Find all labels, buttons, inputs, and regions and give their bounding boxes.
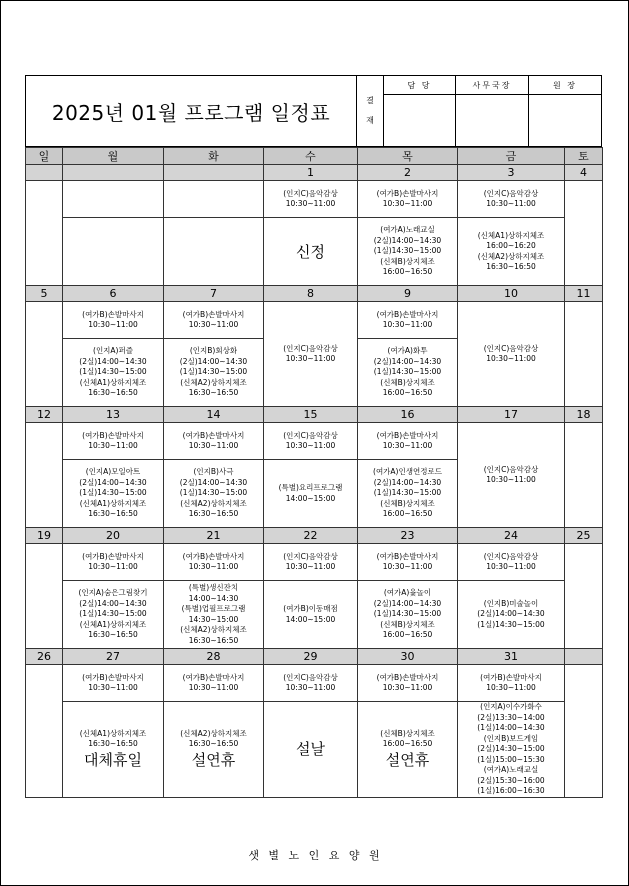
program-cell	[164, 702, 264, 798]
program-line: (인지C)음악감상	[283, 430, 338, 440]
program-cell	[358, 423, 458, 460]
date-cell: 1	[264, 165, 358, 181]
program-line: 10:30~11:00	[486, 475, 536, 484]
program-line: 10:30~11:00	[486, 562, 536, 571]
program-line: 16:00~16:50	[382, 739, 433, 749]
holiday-label: 설날	[296, 740, 325, 759]
program-line: (2실)14:30~15:00	[477, 744, 545, 753]
date-cell	[63, 165, 164, 181]
program-cell	[63, 302, 164, 339]
program-line: (2실)14:00~14:30	[79, 356, 147, 366]
program-cell	[358, 181, 458, 218]
program-cell	[164, 423, 264, 460]
approval-label	[357, 75, 384, 147]
program-cell	[164, 218, 264, 286]
approval-role-staff: 담 당	[384, 76, 455, 95]
date-cell: 13	[63, 407, 164, 423]
program-line: (인지A)숨은그림찾기	[78, 588, 148, 598]
program-line: (인지B)회상화	[189, 346, 238, 356]
program-cell	[63, 665, 164, 702]
weekend-empty-cell	[565, 423, 603, 528]
program-line: (특별)요리프로그램	[278, 483, 343, 492]
program-line: (신체B)상지체조	[380, 728, 435, 738]
program-line: (1실)14:30~15:00	[373, 609, 442, 619]
program-cell	[264, 460, 358, 528]
program-line: 10:30~11:00	[188, 683, 239, 692]
weekday-sat: 토	[565, 148, 603, 165]
date-cell: 3	[458, 165, 565, 181]
program-cell	[164, 460, 264, 528]
program-line: (1실)14:30~15:00	[373, 367, 442, 377]
program-line: (2실)14:00~14:30	[373, 356, 442, 366]
program-cell	[458, 581, 565, 649]
program-cell	[458, 702, 565, 798]
weekend-empty-cell	[26, 665, 63, 798]
program-line: 10:30~11:00	[285, 199, 336, 208]
approval-role-manager: 사무국장	[456, 76, 528, 95]
program-line: 10:30~11:00	[382, 562, 433, 571]
program-line: (1실)14:30~15:00	[179, 367, 248, 377]
program-line: (인지C)음악감상	[283, 551, 338, 561]
program-line: (2실)14:00~14:30	[79, 598, 147, 608]
header	[25, 75, 602, 147]
program-cell	[63, 339, 164, 407]
program-cell	[264, 544, 358, 581]
date-cell: 25	[565, 528, 603, 544]
program-line: (여가A)윷놀이	[383, 588, 432, 598]
program-line: (여가A)노래교실	[483, 765, 539, 774]
date-cell: 7	[164, 286, 264, 302]
program-line: 10:30~11:00	[88, 320, 138, 329]
program-cell	[164, 544, 264, 581]
program-line: (여가B)손발마사지	[182, 672, 245, 682]
date-cell: 14	[164, 407, 264, 423]
weekend-empty-cell	[565, 544, 603, 649]
holiday-label: 대체휴일	[84, 750, 142, 769]
program-line: 14:00~15:00	[285, 493, 336, 503]
holiday-label: 설연휴	[385, 750, 430, 769]
program-cell	[63, 218, 164, 286]
program-line: (신체A1)상하지체조	[477, 230, 545, 240]
program-line: 16:30~16:50	[188, 635, 239, 645]
program-cell	[358, 581, 458, 649]
program-cell	[63, 423, 164, 460]
program-line: (1실)14:00~14:30	[477, 723, 545, 732]
program-line: (신체A1)상하지체조	[79, 728, 147, 738]
program-line: (2실)14:00~14:30	[79, 477, 147, 487]
program-line: (신체A1)상하지체조	[79, 498, 147, 508]
program-line: 14:00~14:30	[188, 593, 239, 603]
program-cell	[358, 544, 458, 581]
program-line: 10:30~11:00	[486, 354, 536, 363]
program-line: (인지B)보드게임	[483, 733, 539, 743]
program-line: (2실)14:00~14:30	[373, 477, 442, 487]
program-line: (신체B)상지체조	[380, 377, 435, 387]
program-cell	[63, 702, 164, 798]
program-line: 16:00~16:20	[486, 241, 536, 250]
program-line: (여가B)이동매점	[283, 604, 338, 613]
program-line: (2실)13:30~14:00	[477, 712, 545, 722]
program-line: (여가B)손발마사지	[82, 309, 144, 319]
date-cell: 19	[26, 528, 63, 544]
program-line: (특별)생신잔치	[188, 583, 239, 592]
morning-row	[26, 423, 603, 460]
program-line: (여가B)손발마사지	[82, 551, 144, 561]
program-cell	[264, 302, 358, 407]
date-cell: 24	[458, 528, 565, 544]
date-cell: 17	[458, 407, 565, 423]
page-title: 2025년 01월 프로그램 일정표	[25, 75, 357, 147]
program-cell	[264, 423, 358, 460]
footer-institution: 샛 별 노 인 요 양 원	[248, 849, 383, 862]
program-line: (여가B)손발마사지	[376, 309, 439, 319]
program-cell	[164, 339, 264, 407]
program-line: 16:00~16:50	[382, 509, 433, 519]
program-line: 10:30~11:00	[382, 683, 433, 692]
program-line: 10:30~11:00	[285, 683, 336, 692]
program-line: 16:30~16:50	[188, 388, 239, 398]
date-cell: 10	[458, 286, 565, 302]
weekday-mon: 월	[63, 148, 164, 165]
date-cell: 6	[63, 286, 164, 302]
program-line: (2실)14:00~14:30	[477, 609, 545, 619]
program-line: 10:30~11:00	[486, 199, 536, 208]
program-line: (여가B)손발마사지	[376, 672, 439, 682]
program-cell	[458, 181, 565, 218]
program-line: (1실)14:30~15:00	[79, 488, 147, 498]
program-cell	[358, 302, 458, 339]
program-line: (신체A1)상하지체조	[79, 377, 147, 387]
program-cell	[358, 460, 458, 528]
program-line: 16:00~16:50	[382, 630, 433, 640]
program-line: (1실)14:30~15:00	[373, 246, 442, 256]
program-cell	[264, 581, 358, 649]
weekend-empty-cell	[26, 423, 63, 528]
program-cell	[458, 302, 565, 407]
program-line: 10:30~11:00	[188, 320, 239, 329]
program-line: 16:30~16:50	[188, 509, 239, 519]
program-cell	[458, 544, 565, 581]
morning-row	[26, 544, 603, 581]
holiday-label: 신정	[296, 242, 325, 261]
program-line: (신체A2)상하지체조	[477, 251, 545, 261]
program-cell	[164, 665, 264, 702]
program-line: (여가B)손발마사지	[376, 188, 439, 198]
program-line: (신체A1)상하지체조	[79, 619, 147, 629]
program-line: (신체B)상지체조	[380, 619, 435, 629]
program-line: (인지A)퍼즐	[93, 346, 133, 356]
afternoon-row	[26, 581, 603, 649]
program-cell	[458, 423, 565, 528]
program-line: (여가B)손발마사지	[82, 672, 144, 682]
date-cell	[26, 165, 63, 181]
weekday-sun: 일	[26, 148, 63, 165]
program-line: (인지C)음악감상	[483, 551, 539, 561]
program-line: 10:30~11:00	[285, 441, 336, 450]
program-line: (특별)업필프로그램	[181, 604, 246, 613]
date-cell: 30	[358, 649, 458, 665]
program-line: (인지C)음악감상	[283, 343, 338, 353]
program-line: 16:30~16:50	[88, 388, 138, 398]
program-cell	[63, 544, 164, 581]
program-cell	[264, 218, 358, 286]
program-line: (1실)15:00~15:30	[477, 754, 545, 764]
program-cell	[358, 218, 458, 286]
program-line: (신체A2)상하지체조	[180, 728, 247, 738]
weekday-header	[26, 148, 603, 165]
date-cell: 4	[565, 165, 603, 181]
date-cell: 11	[565, 286, 603, 302]
program-line: (인지C)음악감상	[283, 672, 338, 682]
approval-label-top: 결	[366, 96, 374, 105]
program-line: 16:30~16:50	[88, 630, 138, 640]
date-cell: 5	[26, 286, 63, 302]
weekday-fri: 금	[458, 148, 565, 165]
program-line: 16:00~16:50	[382, 267, 433, 277]
program-cell	[458, 218, 565, 286]
afternoon-row	[26, 702, 603, 798]
program-line: (인지B)미술놀이	[483, 598, 539, 608]
program-line: (여가B)손발마사지	[182, 430, 245, 440]
date-cell: 28	[164, 649, 264, 665]
program-cell	[63, 581, 164, 649]
program-line: (2실)15:30~16:00	[477, 775, 545, 785]
date-cell: 29	[264, 649, 358, 665]
week-dates-row	[26, 165, 603, 181]
program-cell	[264, 665, 358, 702]
date-cell	[565, 649, 603, 665]
program-cell	[264, 181, 358, 218]
weekday-tue: 화	[164, 148, 264, 165]
program-line: (1실)14:30~15:00	[477, 619, 545, 629]
program-cell	[63, 460, 164, 528]
program-line: (1실)14:30~15:00	[79, 367, 147, 377]
date-cell	[164, 165, 264, 181]
date-cell: 18	[565, 407, 603, 423]
program-line: (신체B)상지체조	[380, 256, 435, 266]
approval-box-staff	[384, 75, 456, 147]
program-line: (2실)14:00~14:30	[373, 235, 442, 245]
weekday-wed: 수	[264, 148, 358, 165]
calendar-table	[25, 147, 603, 798]
approval-box-manager	[456, 75, 529, 147]
program-line: (1실)14:30~15:00	[179, 488, 248, 498]
program-cell	[63, 181, 164, 218]
program-line: (2실)14:00~14:30	[179, 356, 248, 366]
week-dates-row	[26, 286, 603, 302]
weekend-empty-cell	[565, 181, 603, 286]
program-line: (여가A)화투	[387, 346, 428, 356]
program-line: 16:30~16:50	[486, 262, 536, 271]
program-line: (신체A2)상하지체조	[180, 377, 247, 387]
program-line: 10:30~11:00	[486, 683, 536, 692]
program-line: (1실)14:30~15:00	[373, 488, 442, 498]
program-line: (여가B)손발마사지	[376, 430, 439, 440]
date-cell: 21	[164, 528, 264, 544]
date-cell: 15	[264, 407, 358, 423]
program-cell	[164, 302, 264, 339]
program-line: (신체A2)상하지체조	[180, 625, 247, 634]
morning-row	[26, 665, 603, 702]
program-line: 10:30~11:00	[382, 320, 433, 329]
week-dates-row	[26, 407, 603, 423]
morning-row	[26, 302, 603, 339]
program-line: 16:30~16:50	[88, 509, 138, 519]
weekend-empty-cell	[565, 665, 603, 798]
program-line: (인지A)이수가화수	[480, 702, 542, 711]
program-line: (인지B)사극	[193, 467, 234, 477]
weekend-empty-cell	[565, 302, 603, 407]
program-line: (여가B)손발마사지	[182, 309, 245, 319]
program-line: (2실)14:00~14:30	[179, 477, 248, 487]
program-cell	[164, 581, 264, 649]
program-line: 10:30~11:00	[285, 562, 336, 571]
afternoon-row	[26, 218, 603, 286]
program-line: (1실)16:00~16:30	[477, 786, 545, 795]
date-cell: 9	[358, 286, 458, 302]
program-line: (2실)14:00~14:30	[373, 598, 442, 608]
program-line: (여가B)손발마사지	[182, 551, 245, 561]
program-cell	[358, 702, 458, 798]
program-line: (여가B)손발마사지	[480, 672, 542, 682]
program-line: 10:30~11:00	[188, 562, 239, 571]
approval-label-bottom: 재	[366, 116, 374, 125]
date-cell: 23	[358, 528, 458, 544]
program-line: (인지C)음악감상	[483, 188, 539, 198]
date-cell: 2	[358, 165, 458, 181]
weekend-empty-cell	[26, 181, 63, 286]
holiday-label: 설연휴	[191, 750, 236, 769]
approval-role-director: 원 장	[529, 76, 601, 95]
approval-box-director	[529, 75, 602, 147]
date-cell: 26	[26, 649, 63, 665]
weekend-empty-cell	[26, 302, 63, 407]
date-cell: 8	[264, 286, 358, 302]
week-dates-row	[26, 649, 603, 665]
program-line: (여가B)손발마사지	[82, 430, 144, 440]
program-line: 10:30~11:00	[382, 199, 433, 208]
week-dates-row	[26, 528, 603, 544]
date-cell: 16	[358, 407, 458, 423]
program-line: 10:30~11:00	[88, 441, 138, 450]
program-line: (인지C)음악감상	[283, 188, 338, 198]
program-line: 10:30~11:00	[285, 354, 336, 363]
program-line: 16:30~16:50	[188, 739, 239, 749]
program-cell	[358, 339, 458, 407]
date-cell: 27	[63, 649, 164, 665]
program-line: (인지C)음악감상	[483, 464, 539, 474]
date-cell: 31	[458, 649, 565, 665]
program-line: 14:30~15:00	[188, 614, 239, 624]
program-line: 10:30~11:00	[88, 562, 138, 571]
program-line: (인지C)음악감상	[483, 343, 539, 353]
program-line: (인지A)모일아트	[85, 467, 141, 477]
program-line: 16:30~16:50	[88, 739, 138, 749]
date-cell: 20	[63, 528, 164, 544]
date-cell: 22	[264, 528, 358, 544]
program-line: 10:30~11:00	[382, 441, 433, 450]
program-line: (신체A2)상하지체조	[180, 498, 247, 508]
program-line: (여가A)노래교실	[380, 225, 435, 235]
weekday-thu: 목	[358, 148, 458, 165]
program-line: 16:00~16:50	[382, 388, 433, 398]
program-cell	[358, 665, 458, 702]
date-cell: 12	[26, 407, 63, 423]
program-line: 10:30~11:00	[88, 683, 138, 692]
morning-row	[26, 181, 603, 218]
weekend-empty-cell	[26, 544, 63, 649]
program-line: (여가A)인생연정로드	[373, 467, 442, 477]
program-line: (신체B)상지체조	[380, 498, 435, 508]
program-cell	[458, 665, 565, 702]
program-line: 14:00~15:00	[285, 614, 336, 624]
program-cell	[264, 702, 358, 798]
program-line: 10:30~11:00	[188, 441, 239, 450]
program-line: (여가B)손발마사지	[376, 551, 439, 561]
program-line: (1실)14:30~15:00	[79, 609, 147, 619]
program-cell	[164, 181, 264, 218]
